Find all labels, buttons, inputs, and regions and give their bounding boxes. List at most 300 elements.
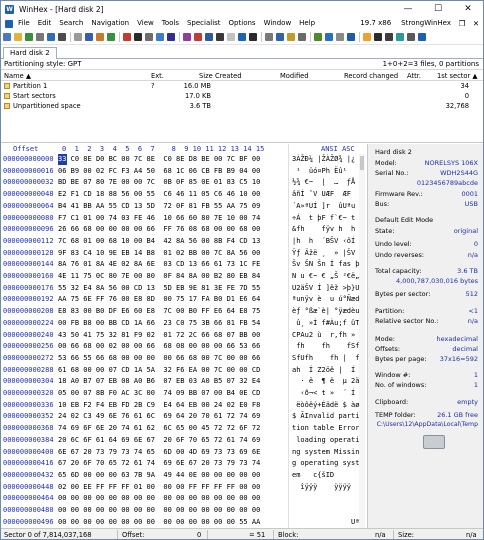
hex-cursor-byte[interactable]: 33 xyxy=(58,155,67,163)
hex-row[interactable] xyxy=(1,154,365,166)
hex-bytes[interactable]: 05 00 07 8B F0 AC 3C 00 74 09 BB 07 00 B4 0E CD xyxy=(58,389,261,397)
ansi-header: ANSI ASC xyxy=(321,145,355,153)
info-undo-level xyxy=(375,239,480,249)
hex-offset: 000000000032 xyxy=(3,178,54,187)
state-label: State: xyxy=(375,227,395,235)
hex-ascii[interactable]: tion table Error xyxy=(292,424,360,433)
hex-offset: 000000000400 xyxy=(3,447,54,456)
hex-ascii[interactable]: Šv ŠN Šn Í fas þ xyxy=(292,260,360,269)
hex-ascii[interactable]: ëòôëý+Éädë $ àø xyxy=(292,400,360,409)
hex-row[interactable] xyxy=(1,505,365,517)
hex-ascii[interactable]: &fh fÿv h h xyxy=(292,225,356,234)
hex-row[interactable] xyxy=(1,447,365,459)
info-partition xyxy=(375,306,480,316)
col-created[interactable]: Created xyxy=(215,72,242,80)
hex-ascii[interactable]: û¸ »Í f#Àu;f ûT xyxy=(292,318,360,327)
status-offset-value: 0 xyxy=(197,531,202,539)
undo-level-value: 0 xyxy=(473,240,478,248)
close-button[interactable]: ✕ xyxy=(464,4,472,14)
hex-bytes[interactable]: 26 66 68 00 00 00 00 66 FF 76 08 68 00 00 68 00 xyxy=(58,225,261,234)
hex-ascii[interactable]: ‹ð¬< t » ´ Í xyxy=(292,389,356,397)
hex-bytes[interactable] xyxy=(58,154,260,166)
dir-row-first-sector: 34 xyxy=(460,82,469,90)
toolbar-separator xyxy=(179,32,180,42)
menu-specialist[interactable]: Specialist xyxy=(186,19,221,27)
hex-offset: 000000000432 xyxy=(3,470,54,479)
hex-ascii[interactable]: ¹ üó¤Ph Ëû¹ xyxy=(292,166,347,175)
status-block-label: Block: xyxy=(278,531,299,539)
link-icon[interactable] xyxy=(396,33,404,41)
col-attr[interactable]: Attr. xyxy=(407,72,421,80)
hex-offset: 000000000048 xyxy=(3,190,54,199)
status-offset-label: Offset: xyxy=(122,531,145,539)
hex-row[interactable] xyxy=(1,306,365,318)
firmware-label: Firmware Rev.: xyxy=(375,190,423,198)
file-icon xyxy=(4,93,10,99)
menu-options[interactable]: Options xyxy=(228,19,256,27)
document-icon[interactable] xyxy=(5,20,13,28)
new-file-icon[interactable] xyxy=(3,33,11,41)
status-bar xyxy=(1,528,483,540)
hex-row[interactable] xyxy=(1,376,365,388)
hex-bytes[interactable]: 24 02 C3 49 6E 76 61 6C 69 64 20 70 61 72 74 69 xyxy=(58,412,261,421)
col-size[interactable]: Size xyxy=(199,72,213,80)
hex-ascii[interactable]: ÷Á t þF f`€~ t xyxy=(292,213,356,222)
hex-bytes[interactable]: 65 6D 00 00 00 63 7B 9A 49 44 0E 00 00 00 00 00 xyxy=(58,470,261,479)
hex-bytes[interactable]: 06 B9 00 02 FC F3 A4 50 68 1C 06 CB FB B9 04 00 xyxy=(58,166,261,175)
undo-reverses-value: n/a xyxy=(467,251,478,259)
info-bus xyxy=(375,199,480,209)
toolbar-separator xyxy=(261,32,262,42)
hex-row[interactable] xyxy=(1,189,365,201)
info-bytes-per-sector xyxy=(375,289,480,299)
toolbar xyxy=(1,30,483,45)
hex-bytes[interactable]: BD BE 07 80 7E 00 00 7C 0B 0F 85 0E 01 83 C5 10 xyxy=(58,178,261,187)
forward-arrow-icon[interactable] xyxy=(287,33,295,41)
bytes-per-sector-label: Bytes per sector: xyxy=(375,290,431,298)
hex-bytes[interactable]: 8A 76 01 8A 4E 02 8A 6E 03 CD 13 66 61 73 1C FE xyxy=(58,260,261,269)
hex-row[interactable] xyxy=(1,458,365,470)
properties-icon[interactable] xyxy=(47,33,55,41)
mode-label: Mode: xyxy=(375,335,395,343)
settings-icon[interactable] xyxy=(374,33,382,41)
offsets-value: decimal xyxy=(452,345,478,353)
menu-navigation[interactable]: Navigation xyxy=(91,19,130,27)
menu-window[interactable]: Window xyxy=(263,19,292,27)
replace-text-icon[interactable] xyxy=(145,33,153,41)
status-divider xyxy=(117,530,118,540)
hex-row[interactable] xyxy=(1,411,365,423)
hex-bytes[interactable]: F7 C1 01 00 74 03 FE 46 10 66 60 80 7E 10 00 74 xyxy=(58,213,261,222)
winhex-logo-icon: W xyxy=(6,5,13,13)
hex-row[interactable] xyxy=(1,294,365,306)
hex-offset: 000000000192 xyxy=(3,295,54,304)
files-summary: 1+0+2=3 files, 0 partitions xyxy=(382,60,479,68)
hex-offset: 000000000320 xyxy=(3,389,54,397)
info-icon[interactable] xyxy=(407,33,415,41)
file-icon xyxy=(4,83,10,89)
status-divider xyxy=(393,530,394,540)
temp-label: TEMP folder: xyxy=(375,411,416,419)
windows-count-value: 1 xyxy=(473,381,478,389)
hex-ascii[interactable]: |h h ´BŠV ‹ôÍ xyxy=(292,236,356,245)
hex-offset: 000000000272 xyxy=(3,353,54,362)
hex-ascii[interactable]: ´A»ªUÍ ]r ûUªu xyxy=(292,201,356,210)
info-temp xyxy=(375,410,480,420)
file-icon xyxy=(4,103,10,109)
dir-row-name: Unpartitioned space xyxy=(13,102,81,110)
hex-ascii[interactable]: U2äŠV Í ]ëž >þ}U xyxy=(292,283,360,292)
hex-offset: 000000000336 xyxy=(3,400,54,409)
hex-row[interactable] xyxy=(1,435,365,447)
hex-row[interactable] xyxy=(1,482,365,494)
disk-clone-icon[interactable] xyxy=(265,33,273,41)
status-sector: Sector 0 of 7,814,037,168 xyxy=(4,531,92,539)
bus-label: Bus: xyxy=(375,200,390,208)
restore-doc-button[interactable]: ❐ xyxy=(458,19,466,28)
hex-ascii[interactable]: · ë ¶ ë µ 2ä xyxy=(292,377,360,386)
info-serial xyxy=(375,168,480,178)
hex-bytes[interactable]: 67 20 6F 70 65 72 61 74 69 6E 67 20 73 79 73 74 xyxy=(58,459,261,468)
hex-row[interactable] xyxy=(1,283,365,295)
partition-label: Partition: xyxy=(375,307,405,315)
info-total-capacity xyxy=(375,266,480,276)
hex-offset: 000000000000 xyxy=(3,155,54,163)
info-state xyxy=(375,226,480,236)
dir-row-size: 17.0 KB xyxy=(185,92,211,100)
hex-row[interactable] xyxy=(1,271,365,283)
template-icon[interactable] xyxy=(385,33,393,41)
close-doc-button[interactable]: ✕ xyxy=(472,19,480,28)
open-disk-icon[interactable] xyxy=(238,33,246,41)
hex-ascii[interactable]: N u €~ € „Š ²€ë„ xyxy=(292,272,360,280)
hex-bytes[interactable]: E8 83 00 B0 DF E6 60 E8 7C 00 B0 FF E6 64 E8 75 xyxy=(58,307,261,316)
hex-offset: 000000000176 xyxy=(3,283,54,292)
col-name[interactable]: Name ▲ xyxy=(4,72,31,80)
search-again-icon[interactable] xyxy=(194,33,202,41)
hex-column-header xyxy=(1,144,365,154)
hex-offset: 000000000368 xyxy=(3,424,54,433)
directory-header xyxy=(1,71,483,81)
dir-row-size: 16.0 MB xyxy=(183,82,211,90)
offset-header: Offset xyxy=(13,145,39,153)
byte-columns-header: 0 1 2 3 4 5 6 7 8 9 10 11 12 13 14 15 xyxy=(62,145,265,153)
hex-ascii[interactable]: ªunÿv è u ú°Ñæd xyxy=(292,295,360,304)
hex-row[interactable] xyxy=(1,493,365,505)
clipboard-label: Clipboard: xyxy=(375,398,409,406)
hex-offset: 000000000256 xyxy=(3,342,54,351)
hex-ascii[interactable]: em c{šID xyxy=(292,470,335,479)
hex-offset: 000000000144 xyxy=(3,260,54,269)
menu-tools[interactable]: Tools xyxy=(161,19,179,27)
info-total-bytes xyxy=(375,276,480,286)
cut-icon[interactable] xyxy=(74,33,82,41)
hex-offset: 000000000160 xyxy=(3,272,54,280)
open-file-icon[interactable] xyxy=(14,33,22,41)
find-hex-icon[interactable] xyxy=(134,33,142,41)
hex-ascii[interactable]: g operating syst xyxy=(292,459,360,468)
toolbar-separator xyxy=(70,32,71,42)
toolbar-separator xyxy=(359,32,360,42)
info-serial-extra xyxy=(375,178,480,188)
temp-path-link[interactable]: C:\Users\12\AppData\Local\Temp xyxy=(376,421,478,428)
status-size-value: n/a xyxy=(466,531,477,539)
hex-bytes[interactable]: 18 A0 B7 07 EB 08 A0 B6 07 EB 03 A0 B5 07 32 E4 xyxy=(58,377,261,386)
hex-ascii[interactable]: loading operati xyxy=(292,435,360,444)
dir-row-name: Start sectors xyxy=(13,92,56,100)
hex-offset: 000000000128 xyxy=(3,248,54,257)
toolbar-separator xyxy=(119,32,120,42)
dir-row-ext: ? xyxy=(151,82,155,90)
hex-bytes-rest[interactable]: C0 8E D0 BC 00 7C 8E C0 8E D8 BE 00 7C BF 00 xyxy=(66,155,261,163)
hex-bytes[interactable]: 7C 68 01 00 68 10 00 B4 42 8A 56 00 8B F4 CD 13 xyxy=(58,236,261,245)
dir-row-first-sector: 0 xyxy=(464,92,469,100)
copy-icon[interactable] xyxy=(85,33,93,41)
col-ext[interactable]: Ext. xyxy=(151,72,164,80)
menu-file[interactable]: File xyxy=(18,19,30,27)
model-label: Model: xyxy=(375,159,397,167)
first-sector-icon[interactable] xyxy=(325,33,333,41)
hex-row[interactable] xyxy=(1,365,365,377)
total-capacity-label: Total capacity: xyxy=(375,267,422,275)
minimize-button[interactable]: — xyxy=(403,4,413,14)
info-temp-path[interactable] xyxy=(375,420,480,430)
save-icon[interactable] xyxy=(25,33,33,41)
hex-ascii[interactable]: 3ÀŽÐ¼ |ŽÀŽØ¾ |¿ xyxy=(292,155,356,163)
bytes-per-page-value: 37x16=592 xyxy=(439,355,478,363)
undo-reverses-label: Undo reverses: xyxy=(375,251,425,259)
hex-bytes[interactable]: 53 66 55 66 68 00 00 00 00 66 68 00 7C 00 00 66 xyxy=(58,353,261,362)
hex-bytes[interactable]: 00 FB B8 00 BB CD 1A 66 23 C0 75 3B 66 81 FB 54 xyxy=(58,318,261,327)
info-title xyxy=(375,147,480,157)
hex-row[interactable] xyxy=(1,400,365,412)
hex-row[interactable] xyxy=(1,388,365,400)
hex-row[interactable] xyxy=(1,224,365,236)
temp-free-value: 26.1 GB free xyxy=(437,411,478,419)
hex-bytes[interactable]: 9F 83 C4 10 9E EB 14 B8 01 02 BB 00 7C 8A 56 00 xyxy=(58,248,261,257)
hex-ascii[interactable]: ah Í Z2öê | Í xyxy=(292,365,356,374)
status-block-value: n/a xyxy=(375,531,386,539)
partition-style: Partitioning style: GPT xyxy=(4,60,82,68)
dir-row-first-sector: 32,768 xyxy=(445,102,469,110)
info-window-no xyxy=(375,370,480,380)
hex-offset: 000000000224 xyxy=(3,318,54,327)
hex-bytes[interactable]: 00 00 00 00 00 00 00 00 00 00 00 00 00 00 55 AA xyxy=(58,517,261,526)
col-record-changed[interactable]: Record changed xyxy=(344,72,399,80)
partition-value: <1 xyxy=(468,307,478,315)
status-divider xyxy=(207,530,208,540)
title-bar xyxy=(1,1,483,17)
hex-row[interactable] xyxy=(1,318,365,330)
hex-row[interactable] xyxy=(1,517,365,528)
status-byte-value: = 51 xyxy=(249,531,266,539)
menu-bar xyxy=(1,17,483,30)
hex-bytes[interactable]: 43 50 41 75 32 81 F9 02 01 72 2C 66 68 07 BB 00 xyxy=(58,330,261,339)
hex-ascii[interactable]: CPAu2 ù r,fh » xyxy=(292,330,356,339)
relative-sector-label: Relative sector No.: xyxy=(375,317,439,325)
paste-special-icon[interactable] xyxy=(107,33,115,41)
info-offsets xyxy=(375,344,480,354)
info-model xyxy=(375,158,480,168)
help-icon[interactable] xyxy=(418,33,426,41)
hex-row[interactable] xyxy=(1,259,365,271)
scrollbar-thumb[interactable] xyxy=(360,156,364,170)
hex-ascii[interactable]: SfUfh fh | f xyxy=(292,353,360,362)
hex-bytes[interactable]: 00 00 00 00 00 00 00 00 00 00 00 00 00 00 00 00 xyxy=(58,506,261,514)
goto-sector-icon[interactable] xyxy=(183,33,191,41)
prev-sector-icon[interactable] xyxy=(298,33,306,41)
window-controls xyxy=(393,1,483,17)
mode-value: hexadecimal xyxy=(436,335,478,343)
info-bytes-per-page xyxy=(375,354,480,364)
paste-icon[interactable] xyxy=(96,33,104,41)
version-label: 19.7 x86 xyxy=(360,19,392,27)
hex-row[interactable] xyxy=(1,353,365,365)
hex-offset: 000000000016 xyxy=(3,166,54,175)
serial-label: Serial No.: xyxy=(375,169,409,177)
hex-row[interactable] xyxy=(1,177,365,189)
hex-offset: 000000000352 xyxy=(3,412,54,421)
hash-icon[interactable] xyxy=(216,33,224,41)
hex-bytes[interactable]: 4E 11 75 0C 80 7E 00 80 0F 84 8A 00 B2 80 EB 84 xyxy=(58,272,261,280)
clipboard-value: empty xyxy=(457,398,478,406)
hex-ascii[interactable]: $ ÃInvalid parti xyxy=(292,412,360,421)
maximize-button[interactable]: ☐ xyxy=(433,4,443,14)
directory-blank-area xyxy=(1,112,483,143)
hex-bytes[interactable]: B4 41 BB AA 55 CD 13 5D 72 0F 81 FB 55 AA 75 09 xyxy=(58,201,261,210)
hex-bytes[interactable]: AA 75 6E FF 76 00 E8 8D 00 75 17 FA B0 D1 E6 64 xyxy=(58,295,261,304)
hex-row[interactable] xyxy=(1,201,365,213)
info-title-text: Hard disk 2 xyxy=(375,148,412,156)
bytes-per-sector-value: 512 xyxy=(465,290,478,298)
bytes-per-page-label: Bytes per page: xyxy=(375,355,427,363)
hex-ascii[interactable]: Ÿƒ Äžë ¸ » |ŠV xyxy=(292,248,356,257)
hex-offset: 000000000464 xyxy=(3,494,54,503)
hex-bytes[interactable]: 02 00 EE FF FF FF 01 00 00 00 FF FF FF FF 00 00 xyxy=(58,482,261,491)
col-first-sector[interactable]: 1st sector ▲ xyxy=(437,72,478,80)
print-icon[interactable] xyxy=(36,33,44,41)
hex-mode-icon[interactable] xyxy=(227,33,235,41)
offsets-label: Offsets: xyxy=(375,345,401,353)
hex-ascii[interactable]: ½¾ €~ | … ƒÅ xyxy=(292,178,356,187)
window-no-value: 1 xyxy=(473,371,478,379)
window-no-label: Window #: xyxy=(375,371,411,379)
hex-row[interactable] xyxy=(1,330,365,342)
hex-ascii[interactable]: fh fh fSf xyxy=(292,342,360,351)
hex-bytes[interactable]: 61 68 00 00 07 CD 1A 5A 32 F6 EA 00 7C 00 00 CD xyxy=(58,365,261,374)
hex-bytes[interactable]: 10 EB F2 F4 EB FD 2B C9 E4 64 EB 00 24 02 E0 F8 xyxy=(58,400,261,409)
snapshot-icon[interactable] xyxy=(363,33,371,41)
next-sector-icon[interactable] xyxy=(314,33,322,41)
hex-bytes[interactable]: 20 6C 6F 61 64 69 6E 67 20 6F 70 65 72 61 74 69 xyxy=(58,435,261,444)
menu-right-area xyxy=(360,17,483,30)
hex-offset: 000000000416 xyxy=(3,459,54,468)
undo-level-label: Undo level: xyxy=(375,240,412,248)
state-value: original xyxy=(453,227,478,235)
info-clipboard xyxy=(375,397,480,407)
hex-offset: 000000000208 xyxy=(3,307,54,316)
partition-info-bar xyxy=(1,59,483,70)
menu-help[interactable]: Help xyxy=(299,19,316,27)
goto-offset-icon[interactable] xyxy=(167,33,175,41)
dir-row-name: Partition 1 xyxy=(13,82,48,90)
hex-bytes[interactable]: 00 00 00 00 00 00 00 00 00 00 00 00 00 00 00 00 xyxy=(58,494,261,503)
info-undo-reverses xyxy=(375,250,480,260)
hex-row[interactable] xyxy=(1,236,365,248)
dir-row-size: 3.6 TB xyxy=(189,102,211,110)
toolbar-separator xyxy=(310,32,311,42)
hex-offset: 000000000112 xyxy=(3,236,54,245)
hex-offset: 000000000080 xyxy=(3,213,54,222)
menu-edit[interactable]: Edit xyxy=(37,19,52,27)
relative-sector-value: n/a xyxy=(467,317,478,325)
hex-row[interactable] xyxy=(1,341,365,353)
hex-offset: 000000000064 xyxy=(3,201,54,210)
hex-row[interactable] xyxy=(1,213,365,225)
tab-hard-disk-2[interactable]: Hard disk 2 xyxy=(3,47,57,59)
last-sector-icon[interactable] xyxy=(336,33,344,41)
hex-offset: 000000000096 xyxy=(3,225,54,234)
hex-ascii[interactable]: Uª xyxy=(292,517,360,526)
hex-offset: 000000000304 xyxy=(3,377,54,386)
hex-ascii[interactable]: èƒ °ßæ`è| °ÿædèu xyxy=(292,307,360,316)
hex-row[interactable] xyxy=(1,248,365,260)
hex-ascii[interactable]: ng system Missin xyxy=(292,447,360,456)
hex-offset: 000000000448 xyxy=(3,482,54,491)
hex-ascii[interactable]: âñÍ ˆV UÆF ÆF xyxy=(292,190,352,199)
dir-row[interactable] xyxy=(1,91,483,101)
hex-editor[interactable] xyxy=(1,154,365,528)
status-size-label: Size: xyxy=(398,531,414,539)
undo-icon[interactable] xyxy=(58,33,66,41)
hex-row[interactable] xyxy=(1,470,365,482)
menu-search[interactable]: Search xyxy=(59,19,84,27)
dir-row[interactable] xyxy=(1,81,483,91)
calculator-icon[interactable] xyxy=(205,33,213,41)
info-edit-mode xyxy=(375,215,480,225)
hex-ascii[interactable]: îÿÿÿ ÿÿÿÿ xyxy=(292,482,352,491)
serial-extra-value: 0123456789abcde xyxy=(416,179,478,187)
hex-offset: 000000000240 xyxy=(3,330,54,339)
hex-row[interactable] xyxy=(1,166,365,178)
bookmark-icon[interactable] xyxy=(347,33,355,41)
hex-bytes[interactable]: 6E 67 20 73 79 73 74 65 6D 00 4D 69 73 73 69 6E xyxy=(58,447,261,456)
brand-label: StrongWinHex xyxy=(401,19,451,27)
total-bytes-value: 4,000,787,030,016 bytes xyxy=(396,277,478,285)
window-title: WinHex - [Hard disk 2] xyxy=(19,4,104,14)
hex-bytes[interactable]: E2 F1 CD 18 88 56 00 55 C6 46 11 05 C6 46 10 00 xyxy=(58,190,261,199)
replace-hex-icon[interactable] xyxy=(156,33,164,41)
back-arrow-icon[interactable] xyxy=(276,33,284,41)
hex-scrollbar[interactable] xyxy=(359,154,365,528)
serial-value: WDH2S44G xyxy=(440,169,478,177)
status-divider xyxy=(273,530,274,540)
hex-bytes[interactable]: 55 32 E4 8A 56 00 CD 13 5D EB 9E 81 3E FE 7D 55 xyxy=(58,283,261,292)
col-modified[interactable]: Modified xyxy=(280,72,309,80)
firmware-value: 0001 xyxy=(461,190,478,198)
info-windows-count xyxy=(375,380,480,390)
hex-offset: 000000000496 xyxy=(3,517,54,526)
total-capacity-value: 3.6 TB xyxy=(457,267,478,275)
hex-bytes[interactable]: 00 66 68 00 02 00 00 66 68 08 00 00 00 66 53 66 xyxy=(58,342,261,351)
dir-row[interactable] xyxy=(1,101,483,111)
find-text-icon[interactable] xyxy=(123,33,131,41)
menu-view[interactable]: View xyxy=(137,19,154,27)
info-panel xyxy=(367,144,483,528)
open-ram-icon[interactable] xyxy=(249,33,257,41)
hex-row[interactable] xyxy=(1,423,365,435)
hex-bytes[interactable]: 74 69 6F 6E 20 74 61 62 6C 65 00 45 72 72 6F 72 xyxy=(58,424,261,433)
